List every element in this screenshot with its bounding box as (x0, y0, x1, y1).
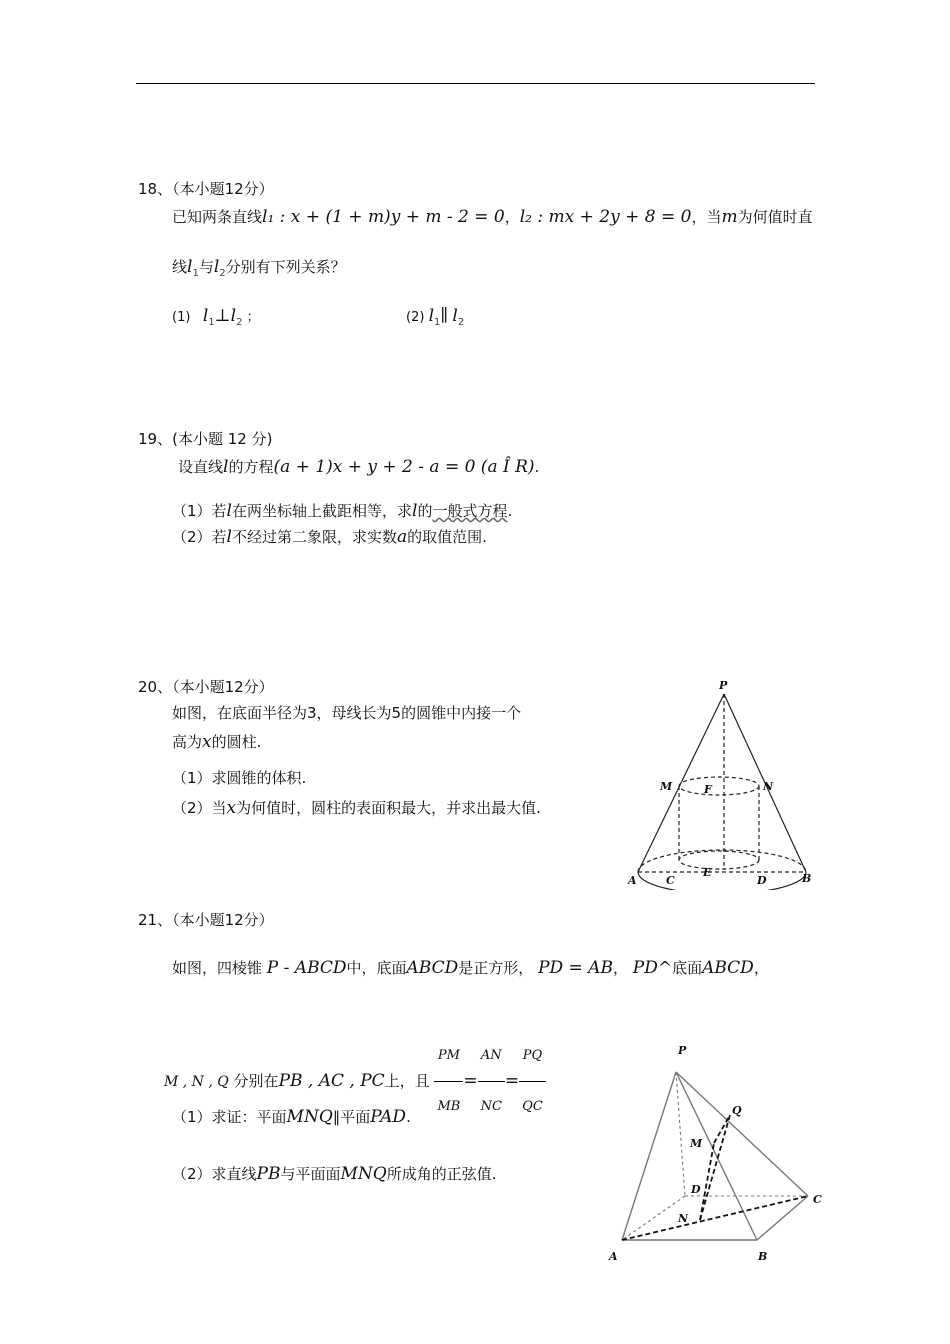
fig20-label-N: N (763, 780, 774, 793)
fraction-an-nc: $\frac{AN}{NC}$ (478, 1031, 505, 1132)
fig20-label-E: E (703, 866, 712, 879)
fig21-label-B: B (758, 1250, 768, 1263)
q20-line2: 高为x的圆柱. (172, 732, 262, 752)
q18-part2: (2) $l_1\parallel$ $l_2$ (406, 306, 465, 328)
fig20-label-D: D (757, 874, 767, 887)
q21-header: 21、（本小题12分） (138, 911, 274, 929)
fig20-label-B: B (802, 872, 812, 885)
q19-equation: (a + 1)x + y + 2 - a = 0 (a Î R) (273, 457, 535, 477)
q19-part2: （2）若l不经过第二象限，求实数a的取值范围. (172, 527, 487, 547)
q18-line1: 已知两条直线l₁ : x + (1 + m)y + m - 2 = 0，l₂ : mx + 2y + 8 = 0，当m为何值时直 (172, 207, 813, 227)
fig21-label-M: M (690, 1137, 703, 1150)
fig20-label-A: A (628, 874, 637, 887)
fig20-label-M: M (660, 780, 673, 793)
q18-line2: 线$l_1$与$l_2$分别有下列关系？ (172, 257, 346, 279)
q19-line1: 设直线l的方程(a + 1)x + y + 2 - a = 0 (a Î R). (178, 457, 540, 477)
q19-header: 19、(本小题 12 分) (138, 430, 273, 448)
fraction-pq-qc: $\frac{PQ}{QC}$ (519, 1031, 546, 1132)
q18-header: 18、（本小题12分） (138, 180, 274, 198)
q21-line1: 如图，四棱锥 P - ABCD中，底面ABCD是正方形， PD = AB， PD^底面ABCD， (172, 958, 769, 978)
q19-part1: （1）若l在两坐标轴上截距相等，求l的一般式方程. (172, 501, 513, 521)
fig21-label-A: A (609, 1250, 618, 1263)
cone-cylinder-figure (620, 675, 820, 890)
fig21-label-C: C (813, 1193, 822, 1206)
fig21-label-N: N (678, 1212, 689, 1225)
q18-part1: (1) $l_1\perp l_2$ ； (172, 306, 260, 328)
fig20-label-C: C (666, 874, 675, 887)
q21-line2: M , N , Q 分别在PB , AC , PC上，且 $\frac{PM}{MB}$ = $\frac{AN}{NC}$ = $\frac{PQ}{QC}$ (164, 1031, 546, 1132)
q20-line1: 如图，在底面半径为3，母线长为5的圆锥中内接一个 (172, 704, 522, 722)
q21-part1: （1）求证：平面MNQ∥平面PAD. (172, 1107, 411, 1127)
fig21-label-D: D (691, 1183, 701, 1196)
q21-part2: （2）求直线PB与平面面MNQ所成角的正弦值. (172, 1164, 497, 1184)
q18-l2-equation: l₂ : mx + 2y + 8 = 0 (519, 207, 692, 227)
q20-part1: （1）求圆锥的体积. (172, 769, 307, 787)
q20-header: 20、（本小题12分） (138, 678, 274, 696)
pyramid-figure (600, 1040, 830, 1265)
fig20-label-F: F (704, 783, 712, 796)
q18-l1-equation: l₁ : x + (1 + m)y + m - 2 = 0 (262, 207, 505, 227)
fraction-pm-mb: $\frac{PM}{MB}$ (434, 1031, 463, 1132)
fig21-label-Q: Q (732, 1104, 742, 1117)
q20-part2: （2）当x为何值时，圆柱的表面积最大，并求出最大值. (172, 798, 541, 818)
fig21-label-P: P (678, 1044, 687, 1057)
fig20-label-P: P (719, 679, 728, 692)
header-rule (136, 83, 815, 84)
